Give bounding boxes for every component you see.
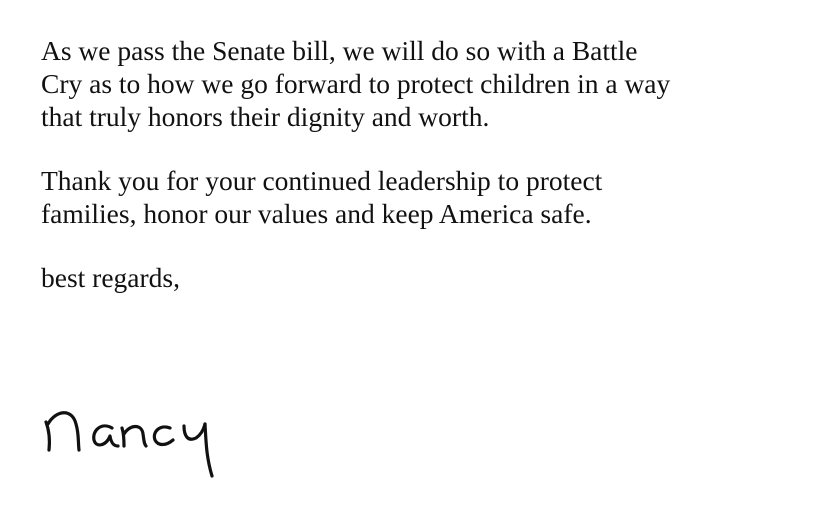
closing-line: best regards,	[41, 262, 180, 293]
paragraph-thank-you	[41, 164, 811, 230]
handwritten-signature	[36, 394, 246, 489]
paragraph-line: Thank you for your continued leadership to protect	[41, 165, 603, 196]
paragraph-line: families, honor our values and keep America safe.	[41, 198, 592, 229]
paragraph-line: Cry as to how we go forward to protect children in a way	[41, 68, 671, 99]
signature-image	[36, 394, 246, 489]
paragraph-senate-bill	[41, 34, 811, 133]
paragraph-line: that truly honors their dignity and worth.	[41, 101, 490, 132]
paragraph-line: As we pass the Senate bill, we will do so with a Battle	[41, 35, 638, 66]
letter-body	[41, 34, 811, 294]
